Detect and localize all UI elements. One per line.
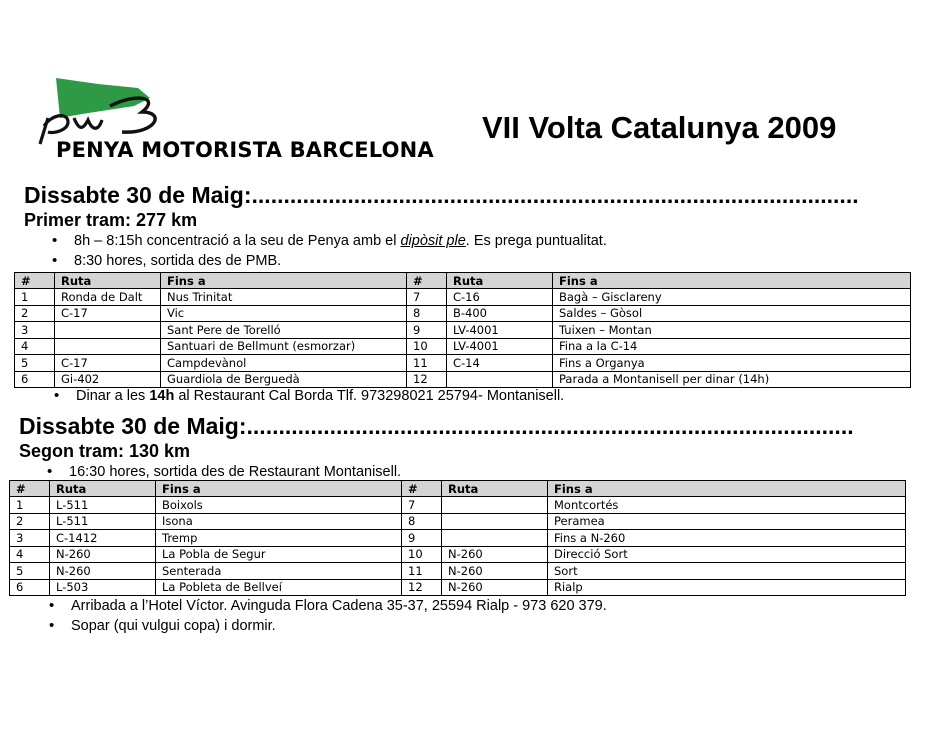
table-cell: Fina a la C-14 [553, 338, 911, 355]
table-cell: 5 [10, 563, 50, 580]
table-cell [442, 513, 548, 530]
section-second-leg [19, 412, 899, 482]
table-cell: N-260 [442, 546, 548, 563]
table-cell: 4 [10, 546, 50, 563]
list-item: • Arribada a l’Hotel Víctor. Avinguda Flora Cadena 35-37, 25594 Rialp - 973 620 379. [45, 596, 607, 616]
table-cell: LV-4001 [447, 338, 553, 355]
table-cell: La Pobla de Segur [156, 546, 402, 563]
table-cell: C-17 [55, 305, 161, 322]
column-header: Fins a [548, 481, 906, 497]
bullet-list [50, 386, 564, 406]
table-cell [55, 322, 161, 339]
table-cell: 9 [402, 530, 442, 547]
table-cell: Tuixen – Montan [553, 322, 911, 339]
table-cell: 11 [402, 563, 442, 580]
table-cell: 8 [407, 305, 447, 322]
table-cell: 5 [15, 355, 55, 372]
list-item: • 8:30 hores, sortida des de PMB. [48, 251, 904, 271]
table-cell: C-1412 [50, 530, 156, 547]
table-row [10, 546, 906, 563]
table-row [10, 497, 906, 514]
table-row [15, 338, 911, 355]
route-table-1 [14, 272, 911, 388]
table-cell: L-511 [50, 513, 156, 530]
table-cell: 2 [15, 305, 55, 322]
day-heading: Dissabte 30 de Maig:............................................................................................... [24, 182, 859, 208]
table-cell: Sant Pere de Torelló [161, 322, 407, 339]
list-item: • 16:30 hores, sortida des de Restaurant Montanisell. [43, 462, 899, 482]
table-cell: 2 [10, 513, 50, 530]
table-cell: 11 [407, 355, 447, 372]
table-cell: 1 [15, 289, 55, 306]
table-cell: N-260 [50, 546, 156, 563]
bullet-list [48, 231, 904, 271]
table-cell [442, 497, 548, 514]
route-table-2 [9, 480, 906, 596]
table-row [15, 355, 911, 372]
table-header-row [15, 273, 911, 289]
table-cell: Gi-402 [55, 371, 161, 388]
table-cell: Bagà – Gisclareny [553, 289, 911, 306]
table-row [10, 530, 906, 547]
leg-heading: Primer tram: 277 km [24, 210, 198, 230]
table-cell: Ronda de Dalt [55, 289, 161, 306]
table-cell: L-511 [50, 497, 156, 514]
table-cell: 7 [407, 289, 447, 306]
table-cell: Rialp [548, 579, 906, 596]
table-cell: L-503 [50, 579, 156, 596]
table-row [15, 305, 911, 322]
column-header: # [10, 481, 50, 497]
table-cell [442, 530, 548, 547]
table-row [10, 563, 906, 580]
section-first-leg [24, 181, 904, 271]
table-cell: Vic [161, 305, 407, 322]
table-cell: 6 [10, 579, 50, 596]
table-cell: N-260 [442, 579, 548, 596]
table-cell: Senterada [156, 563, 402, 580]
table-row [15, 289, 911, 306]
table-cell: LV-4001 [447, 322, 553, 339]
table-cell: Santuari de Bellmunt (esmorzar) [161, 338, 407, 355]
table-cell: Fins a Organya [553, 355, 911, 372]
fuel-note: dipòsit ple [400, 233, 466, 249]
table-header-row [10, 481, 906, 497]
column-header: # [402, 481, 442, 497]
table-cell: 12 [407, 371, 447, 388]
leg-heading: Segon tram: 130 km [19, 441, 191, 461]
table-cell: Boixols [156, 497, 402, 514]
list-item: • Sopar (qui vulgui copa) i dormir. [45, 616, 607, 636]
table-cell [55, 338, 161, 355]
column-header: Fins a [161, 273, 407, 289]
table-cell: B-400 [447, 305, 553, 322]
table-cell: 9 [407, 322, 447, 339]
table-cell: 10 [402, 546, 442, 563]
table-cell: La Pobleta de Bellveí [156, 579, 402, 596]
column-header: Ruta [442, 481, 548, 497]
table-cell: 8 [402, 513, 442, 530]
column-header: Fins a [156, 481, 402, 497]
table-row [10, 513, 906, 530]
table-row [15, 322, 911, 339]
table-cell: Isona [156, 513, 402, 530]
table-cell: 3 [15, 322, 55, 339]
table-cell: 4 [15, 338, 55, 355]
table-cell: Peramea [548, 513, 906, 530]
day-heading: Dissabte 30 de Maig:............................................................................................... [19, 413, 854, 439]
table-cell: Fins a N-260 [548, 530, 906, 547]
flag-logo-icon [38, 76, 168, 146]
table-cell: Tremp [156, 530, 402, 547]
table-cell: C-16 [447, 289, 553, 306]
column-header: Ruta [50, 481, 156, 497]
page-title: VII Volta Catalunya 2009 [482, 110, 837, 145]
table-row [10, 579, 906, 596]
table-cell: C-17 [55, 355, 161, 372]
column-header: # [407, 273, 447, 289]
pmb-logo [38, 76, 434, 166]
bullet-list [43, 462, 899, 482]
table-cell: Campdevànol [161, 355, 407, 372]
table-cell: N-260 [50, 563, 156, 580]
table-cell: Guardiola de Berguedà [161, 371, 407, 388]
table-cell: 10 [407, 338, 447, 355]
table-cell: 12 [402, 579, 442, 596]
table-cell: 7 [402, 497, 442, 514]
logo-text: PENYA MOTORISTA BARCELONA [56, 138, 434, 162]
list-item: • 8h – 8:15h concentració a la seu de Penya amb el dipòsit ple. Es prega puntualitat. [48, 231, 904, 251]
table-cell: C-14 [447, 355, 553, 372]
table-cell: Nus Trinitat [161, 289, 407, 306]
table-cell: 1 [10, 497, 50, 514]
table-cell: 3 [10, 530, 50, 547]
list-item: • Dinar a les 14h al Restaurant Cal Borda Tlf. 973298021 25794- Montanisell. [50, 386, 564, 406]
bullet-list [45, 596, 607, 636]
table-cell: N-260 [442, 563, 548, 580]
table-cell: Direcció Sort [548, 546, 906, 563]
table-cell: Sort [548, 563, 906, 580]
column-header: Fins a [553, 273, 911, 289]
table-cell: Saldes – Gòsol [553, 305, 911, 322]
column-header: Ruta [447, 273, 553, 289]
table-cell: 6 [15, 371, 55, 388]
column-header: # [15, 273, 55, 289]
table-cell: Parada a Montanisell per dinar (14h) [553, 371, 911, 388]
column-header: Ruta [55, 273, 161, 289]
table-cell: Montcortés [548, 497, 906, 514]
